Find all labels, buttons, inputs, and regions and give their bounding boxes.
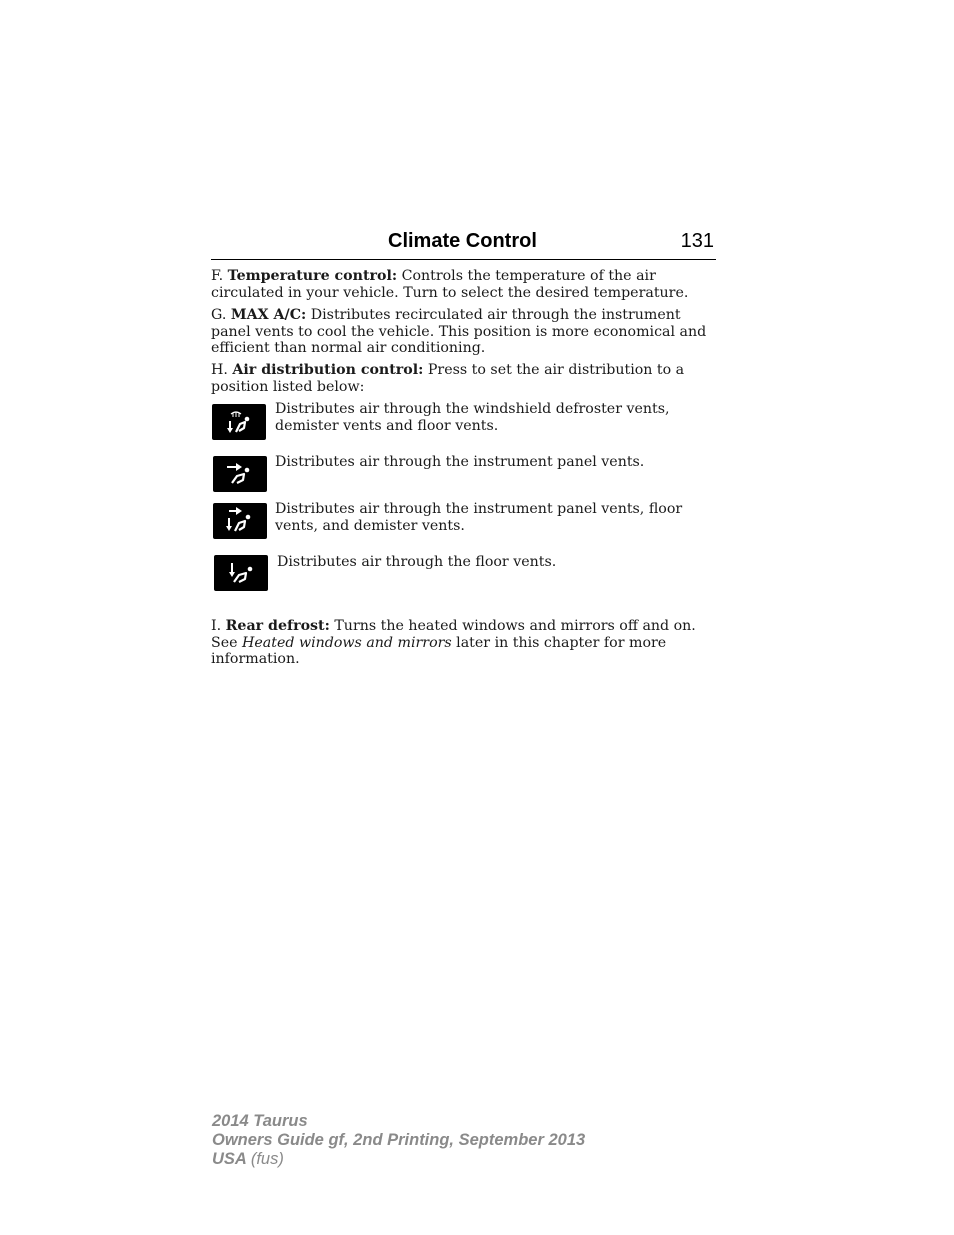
- max-ac-paragraph: [211, 307, 716, 357]
- item-label: Air distribution control:: [232, 362, 424, 378]
- mode-description: Distributes air through the instrument panel vents.: [275, 454, 645, 470]
- footer-model: 2014 Taurus: [212, 1112, 308, 1130]
- page-title: Climate Control: [388, 230, 537, 252]
- air-distribution-paragraph: [211, 362, 716, 395]
- item-text: Press to set the air distribution to a position listed below:: [211, 362, 685, 395]
- rear-defrost-paragraph: [211, 618, 716, 668]
- item-text: Distributes recirculated air through the instrument panel vents to cool the vehicle. This position is more economical and efficient than normal air conditioning.: [211, 307, 707, 356]
- item-prefix: G.: [211, 307, 231, 323]
- page-footer: [212, 1112, 585, 1169]
- defrost-floor-mode-icon: [212, 404, 266, 440]
- footer-region: [212, 1150, 585, 1169]
- page-header: [211, 229, 716, 260]
- floor-mode-icon: [214, 555, 268, 591]
- mode-description: Distributes air through the windshield defroster vents, demister vents and floor vents.: [275, 401, 670, 434]
- mode-description: Distributes air through the floor vents.: [277, 554, 557, 570]
- item-prefix: F.: [211, 268, 228, 284]
- cross-reference-link: Heated windows and mirrors: [242, 634, 452, 651]
- panel-mode-icon: [213, 456, 267, 492]
- mode-description: Distributes air through the instrument panel vents, floor vents, and demister vents.: [275, 501, 683, 534]
- item-prefix: H.: [211, 362, 233, 378]
- temperature-control-paragraph: [211, 268, 716, 301]
- footer-region-code: (fus): [250, 1150, 284, 1168]
- item-text: Turns the heated windows and mirrors off and on. See: [211, 618, 696, 651]
- item-prefix: I.: [211, 618, 226, 634]
- page-number: 131: [680, 230, 714, 252]
- item-text: later in this chapter for more information.: [211, 634, 667, 667]
- item-label: MAX A/C:: [230, 307, 307, 323]
- footer-region-main: USA: [212, 1150, 247, 1168]
- item-text: Controls the temperature of the air circulated in your vehicle. Turn to select the desired temperature.: [211, 268, 689, 301]
- item-label: Temperature control:: [227, 268, 398, 284]
- item-label: Rear defrost:: [225, 618, 330, 634]
- footer-edition: Owners Guide gf, 2nd Printing, September 2013: [212, 1131, 586, 1149]
- panel-floor-defrost-mode-icon: [213, 503, 267, 539]
